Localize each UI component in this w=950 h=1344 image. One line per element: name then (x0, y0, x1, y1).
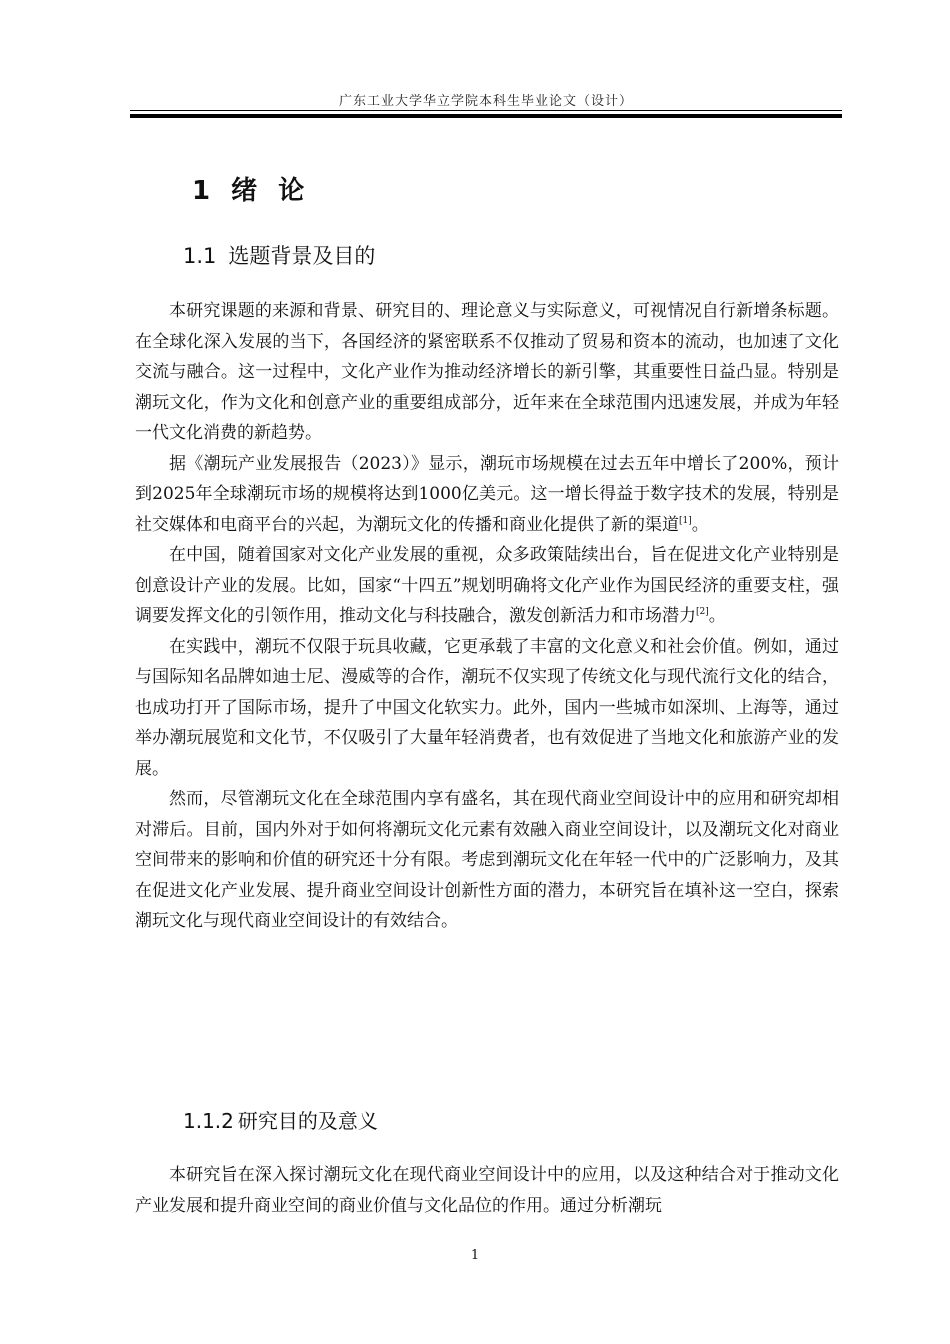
header-rule-thick (130, 114, 842, 118)
paragraph: 本研究旨在深入探讨潮玩文化在现代商业空间设计中的应用，以及这种结合对于推动文化产业发展和提升商业空间的商业价值与文化品位的作用。通过分析潮玩 (135, 1165, 839, 1216)
citation: [2] (696, 607, 709, 617)
paragraph: 本研究课题的来源和背景、研究目的、理论意义与实际意义，可视情况自行新增条标题。在全球化深入发展的当下，各国经济的紧密联系不仅推动了贸易和资本的流动，也加速了文化交流与融合。这一过程中，文化产业作为推动经济增长的新引擎，其重要性日益凸显。特别是潮玩文化，作为文化和创意产业的重要组成部分，近年来在全球范围内迅速发展，并成为年轻一代文化消费的新趋势。 (135, 301, 839, 443)
subsection-heading-1-1-2 (183, 1105, 378, 1134)
paragraph: 在中国，随着国家对文化产业发展的重视，众多政策陆续出台，旨在促进文化产业特别是创意设计产业的发展。比如，国家“十四五”规划明确将文化产业作为国民经济的重要支柱，强调要发挥文化的引领作用，推动文化与科技融合，激发创新活力和市场潜力[2]。 (135, 545, 839, 626)
paragraph: 然而，尽管潮玩文化在全球范围内享有盛名，其在现代商业空间设计中的应用和研究却相对滞后。目前，国内外对于如何将潮玩文化元素有效融入商业空间设计，以及潮玩文化对商业空间带来的影响和价值的研究还十分有限。考虑到潮玩文化在年轻一代中的广泛影响力，及其在促进文化产业发展、提升商业空间设计创新性方面的潜力，本研究旨在填补这一空白，探索潮玩文化与现代商业空间设计的有效结合。 (135, 789, 839, 931)
header-rule-thin (130, 110, 842, 111)
section-1-1-2-body (135, 1160, 839, 1221)
chapter-title: 1 绪 论 (192, 176, 311, 206)
subsection-title-text: 研究目的及意义 (237, 1109, 378, 1133)
paragraph: 据《潮玩产业发展报告（2023）》显示，潮玩市场规模在过去五年中增长了200%，预计到2025年全球潮玩市场的规模将达到1000亿美元。这一增长得益于数字技术的发展，特别是社交媒体和电商平台的兴起，为潮玩文化的传播和商业化提供了新的渠道[1]。 (135, 453, 839, 535)
subsection-number: 1.1.2 (183, 1109, 234, 1133)
citation: [1] (679, 515, 692, 526)
running-header: 广东工业大学华立学院本科生毕业论文（设计） (338, 94, 633, 109)
page-number: 1 (470, 1248, 480, 1263)
section-number: 1.1 (183, 244, 217, 268)
paragraph: 在实践中，潮玩不仅限于玩具收藏，它更承载了丰富的文化意义和社会价值。例如，通过与国际知名品牌如迪士尼、漫威等的合作，潮玩不仅实现了传统文化与现代流行文化的结合，也成功打开了国际市场，提升了中国文化软实力。此外，国内一些城市如深圳、上海等，通过举办潮玩展览和文化节，不仅吸引了大量年轻消费者，也有效促进了当地文化和旅游产业的发展。 (135, 636, 839, 779)
section-1-1-body (135, 296, 839, 937)
section-title-text: 选题背景及目的 (228, 244, 376, 268)
section-heading-1-1 (183, 240, 375, 270)
